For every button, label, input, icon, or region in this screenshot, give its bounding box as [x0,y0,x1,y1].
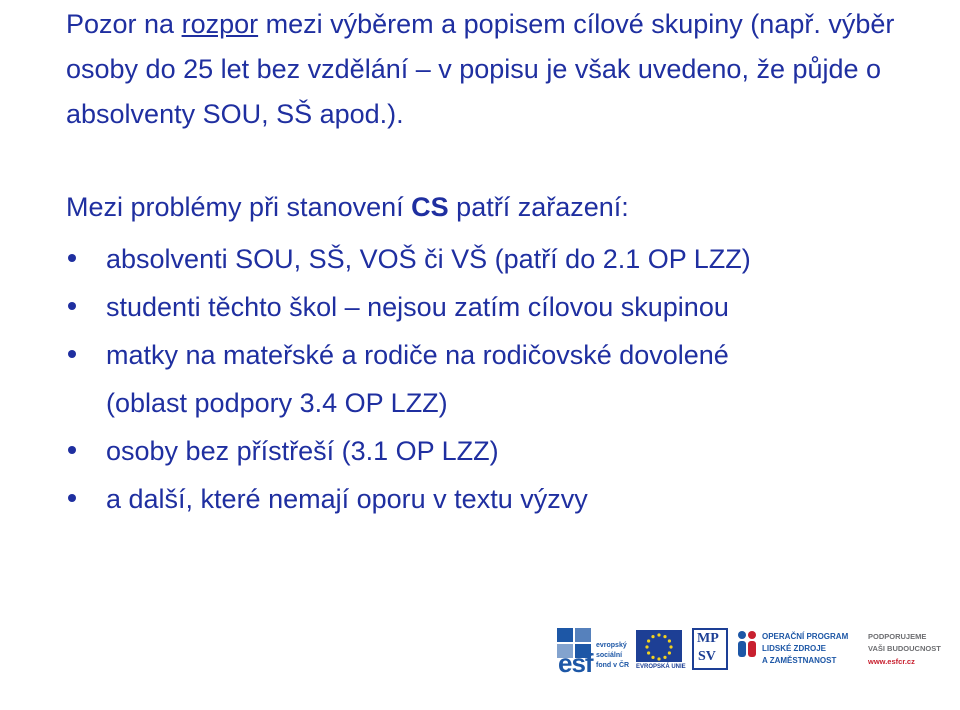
list-item-text: absolventi SOU, SŠ, VOŠ či VŠ (patří do 2.1 OP LZZ) [106,244,751,274]
op-line-1: OPERAČNÍ PROGRAM [762,632,849,641]
problems-list [66,235,751,523]
intro-underlined-word: rozpor [181,9,259,39]
op-lzz-logo [736,626,854,672]
op-lzz-people-icon [736,630,758,660]
mpsv-top: MP [697,631,719,646]
esf-line-3: fond v ČR [596,662,630,669]
list-item [66,235,751,283]
list-item-text-continuation: (oblast podpory 3.4 OP LZZ) [106,388,448,418]
support-line-2: VAŠI BUDOUCNOST [868,644,941,653]
support-slogan [868,626,960,672]
bullet-dot-icon [68,350,76,358]
mpsv-bottom: SV [698,649,716,664]
mpsv-logo [692,628,728,670]
list-item [66,331,751,427]
eu-flag-logo [636,630,686,670]
heading-bold-cs: CS [411,192,449,222]
list-item [66,283,751,331]
bullet-dot-icon [68,494,76,502]
list-item-text: matky na mateřské a rodiče na rodičovské dovolené [106,340,729,370]
list-item-text: studenti těchto škol – nejsou zatím cílovou skupinou [106,292,729,322]
heading-text-start: Mezi problémy při stanovení [66,192,412,222]
list-item [66,427,751,475]
list-item [66,475,751,523]
support-website: www.esfcr.cz [868,657,915,666]
op-line-2: LIDSKÉ ZDROJE [762,644,827,653]
support-line-1: PODPORUJEME [868,632,927,641]
list-item-text: a další, které nemají oporu v textu výzvy [106,484,588,514]
intro-text-start: Pozor na [66,9,182,39]
esf-logo [556,626,630,676]
list-item-text: osoby bez přístřeší (3.1 OP LZZ) [106,436,499,466]
esf-mark: esf [558,648,593,678]
bullet-dot-icon [68,446,76,454]
bullet-dot-icon [68,254,76,262]
bullet-dot-icon [68,302,76,310]
intro-text-end: mezi výběrem a popisem cílové skupiny (např. výběr osoby do 25 let bez vzdělání – v popisu je však uvedeno, že půjde o absolventy SOU, SŠ apod.). [66,9,895,129]
esf-line-1: evropský [596,642,627,649]
eu-caption: EVROPSKÁ UNIE [636,664,686,670]
heading-text-end: patří zařazení: [448,192,629,222]
problems-heading [66,183,629,231]
op-line-3: A ZAMĚSTNANOST [762,656,837,665]
eu-flag-icon [636,630,682,662]
intro-paragraph [66,2,946,137]
footer-logo-strip [556,626,960,676]
esf-line-2: sociální [596,652,623,659]
